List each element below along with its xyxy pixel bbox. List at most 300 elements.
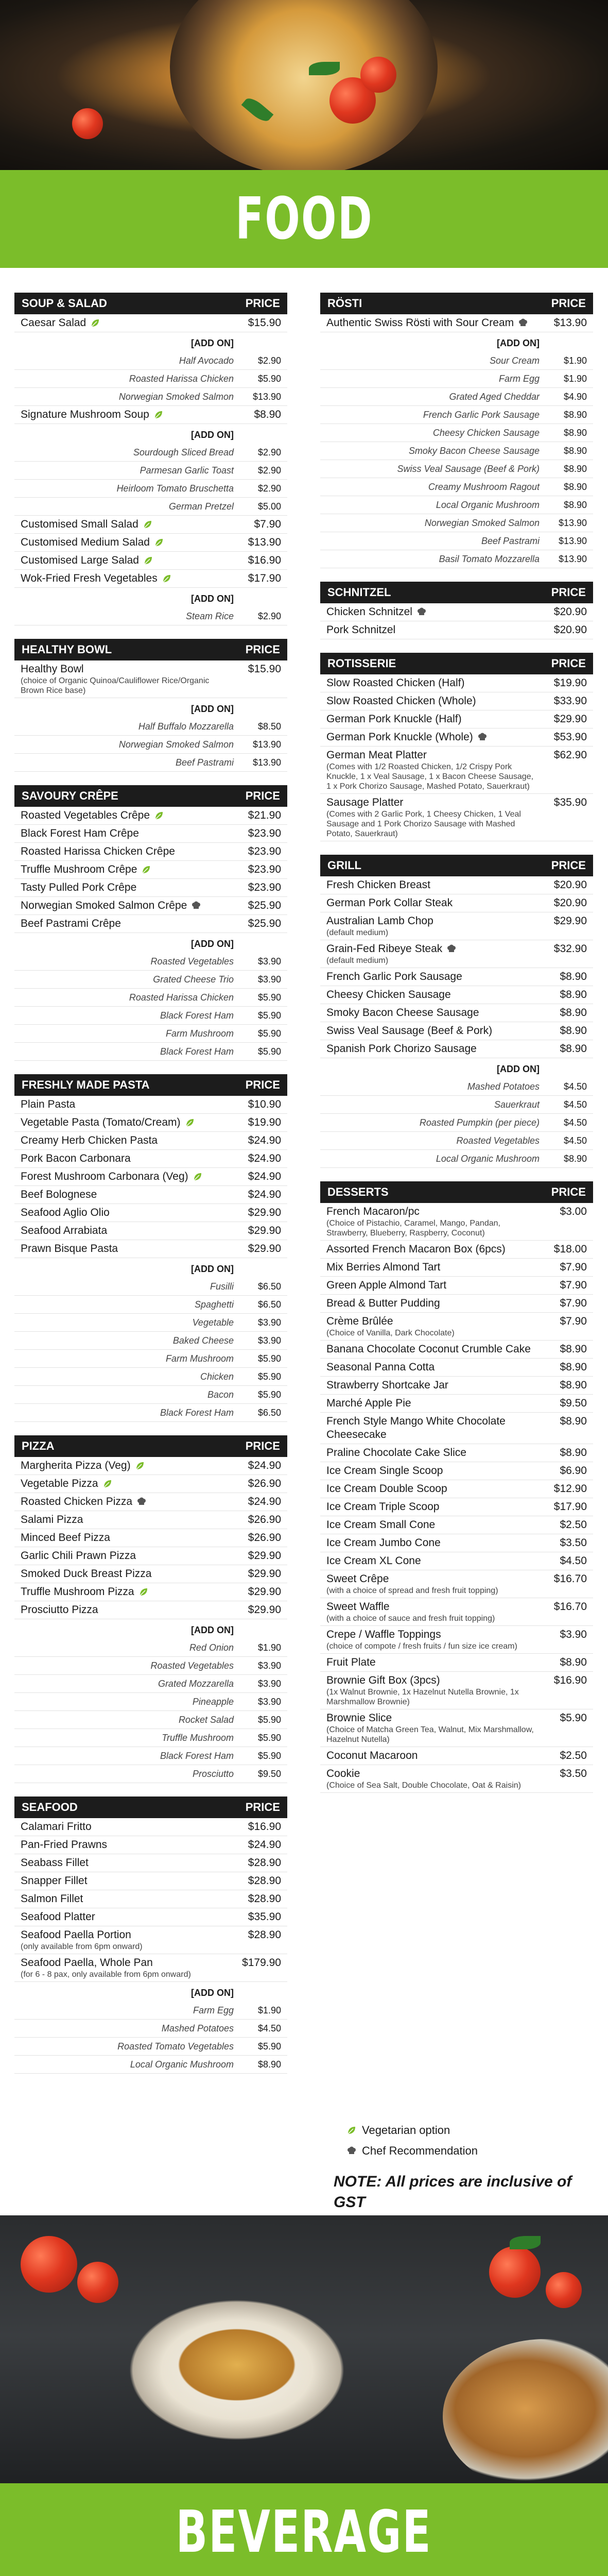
section-title: HEALTHY BOWL <box>22 643 112 656</box>
section-header <box>320 653 593 674</box>
item-note: (Choice of Matcha Green Tea, Walnut, Mix Marshmallow, Hazelnut Nutella) <box>326 1725 534 1744</box>
item-price: $2.90 <box>257 483 281 494</box>
item-price: $8.90 <box>560 1379 587 1391</box>
item-price: $8.90 <box>560 1656 587 1668</box>
add-on-item <box>14 1639 287 1657</box>
item-name: Parmesan Garlic Toast <box>140 465 234 476</box>
item-name: Grain-Fed Ribeye Steak <box>326 943 443 955</box>
item-price: $5.00 <box>257 501 281 512</box>
item-name: Spaghetti <box>194 1299 234 1310</box>
menu-item <box>320 692 593 710</box>
item-name-cell <box>326 1116 546 1129</box>
item-price: $35.90 <box>248 1911 281 1923</box>
item-name-cell <box>21 1585 240 1599</box>
item-name: Swiss Veal Sausage (Beef & Pork) <box>326 1025 493 1037</box>
menu-item <box>320 876 593 894</box>
item-name: Grated Cheese Trio <box>153 974 234 985</box>
item-name: Black Forest Ham <box>160 1408 234 1418</box>
food-hero-photo <box>0 0 608 170</box>
beverage-hero-photo <box>0 2215 608 2483</box>
add-on-item <box>320 406 593 424</box>
item-price: $29.90 <box>553 915 587 927</box>
item-price: $3.90 <box>257 1660 281 1671</box>
item-name: Assorted French Macaron Box (6pcs) <box>326 1243 506 1255</box>
item-price: $8.90 <box>257 2059 281 2070</box>
item-name-cell <box>21 390 240 403</box>
item-name-cell <box>326 731 546 744</box>
add-on-label: [ADD ON] <box>191 594 234 604</box>
item-name-cell <box>21 917 240 930</box>
item-price: $24.90 <box>248 1460 281 1471</box>
menu-item <box>14 1565 287 1583</box>
item-price: $6.50 <box>257 1281 281 1292</box>
leaf-icon <box>193 1172 203 1182</box>
item-name: Roasted Harissa Chicken <box>129 992 234 1003</box>
item-name: Swiss Veal Sausage (Beef & Pork) <box>397 464 540 474</box>
menu-item <box>14 534 287 552</box>
section-title: SEAFOOD <box>22 1801 78 1814</box>
item-name-cell <box>21 1749 240 1762</box>
item-price: $13.90 <box>252 757 281 768</box>
item-name-cell <box>326 988 546 1002</box>
menu-section <box>320 582 593 639</box>
menu-item <box>14 570 287 588</box>
item-name: French Garlic Pork Sausage <box>423 410 540 420</box>
menu-item <box>320 794 593 841</box>
menu-item <box>320 747 593 794</box>
menu-section <box>320 653 593 841</box>
item-name-cell <box>326 1415 546 1442</box>
add-on-item <box>14 1025 287 1043</box>
item-price: $29.90 <box>248 1568 281 1580</box>
item-name-cell <box>326 1261 546 1274</box>
item-name-cell <box>21 1206 240 1219</box>
item-name: Beef Bolognese <box>21 1189 97 1200</box>
item-note: (with a choice of spread and fresh fruit topping) <box>326 1586 498 1595</box>
add-on-item <box>320 442 593 460</box>
item-name: Smoky Bacon Cheese Sausage <box>408 446 540 456</box>
item-name: Seafood Arrabiata <box>21 1225 108 1236</box>
leaf-icon <box>90 318 100 328</box>
item-price: $28.90 <box>248 1875 281 1887</box>
add-on-item <box>320 496 593 514</box>
menu-item <box>320 986 593 1004</box>
menu-item <box>14 1529 287 1547</box>
item-name: Ice Cream Double Scoop <box>326 1483 447 1495</box>
item-name: Sourdough Sliced Bread <box>133 447 234 457</box>
item-name: Roasted Vegetables <box>150 956 234 967</box>
add-on-item <box>320 1132 593 1150</box>
item-price: $5.90 <box>257 1715 281 1725</box>
add-on-item <box>14 1314 287 1332</box>
menu-item <box>320 710 593 728</box>
item-name: Prosciutto <box>192 1769 234 1779</box>
item-note: (for 6 - 8 pax, only available from 6pm onward) <box>21 1970 191 1979</box>
item-name-cell <box>21 1116 240 1129</box>
price-column-label: PRICE <box>551 297 586 310</box>
food-left-column <box>14 293 287 2087</box>
item-price: $28.90 <box>248 1857 281 1869</box>
item-name: Salami Pizza <box>21 1514 83 1526</box>
item-price: $13.90 <box>248 536 281 548</box>
legend-chef-label: Chef Recommendation <box>362 2144 478 2157</box>
add-on-heading <box>14 332 287 352</box>
item-name: Farm Mushroom <box>165 1353 234 1364</box>
item-name-cell <box>326 1464 546 1478</box>
item-name-cell <box>21 1910 240 1924</box>
tomato-image <box>72 108 103 139</box>
item-name-cell <box>21 1677 240 1690</box>
item-price: $23.90 <box>248 845 281 857</box>
leaf-icon <box>185 1117 195 1128</box>
menu-section <box>14 293 287 625</box>
item-name-cell <box>326 1518 546 1532</box>
section-header <box>320 1181 593 1203</box>
leaf-icon <box>143 555 153 566</box>
item-price: $32.90 <box>553 943 587 955</box>
item-price: $8.90 <box>560 1043 587 1055</box>
item-name-cell <box>21 1567 240 1581</box>
leaf-icon <box>141 865 151 875</box>
item-price: $25.90 <box>248 900 281 911</box>
item-name: Roasted Chicken Pizza <box>21 1496 133 1507</box>
item-name: Salmon Fillet <box>21 1893 83 1905</box>
item-price: $19.90 <box>553 677 587 689</box>
chef-hat-icon <box>416 607 427 617</box>
item-name: Steam Rice <box>185 611 234 621</box>
item-name: Roasted Tomato Vegetables <box>117 2041 234 2052</box>
item-price: $20.90 <box>553 879 587 891</box>
item-name-cell <box>326 1500 546 1514</box>
item-name-cell <box>326 1315 546 1338</box>
item-name-cell <box>326 896 546 910</box>
item-note: (Choice of Vanilla, Dark Chocolate) <box>326 1329 455 1337</box>
item-name-cell <box>21 881 240 894</box>
chef-hat-icon <box>477 732 488 742</box>
price-column-label: PRICE <box>551 1185 586 1198</box>
item-name-cell <box>21 863 240 876</box>
item-price: $9.50 <box>560 1397 587 1409</box>
item-name-cell <box>21 809 240 822</box>
item-name: German Pork Knuckle (Half) <box>326 713 462 725</box>
food-image <box>170 2324 304 2406</box>
add-on-item <box>14 1657 287 1675</box>
item-name-cell <box>21 2058 240 2071</box>
item-name: Prosciutto Pizza <box>21 1604 98 1616</box>
item-price: $13.90 <box>558 554 587 564</box>
add-on-item <box>14 754 287 772</box>
item-name-cell <box>21 1459 240 1472</box>
item-name-cell <box>326 878 546 892</box>
item-name-cell <box>21 518 240 531</box>
item-name: Mashed Potatoes <box>467 1081 540 1092</box>
item-price: $1.90 <box>257 2005 281 2015</box>
item-name-cell <box>326 444 546 457</box>
item-name-cell <box>21 1641 240 1654</box>
menu-item <box>320 1516 593 1534</box>
price-column-label: PRICE <box>245 297 280 310</box>
item-name: Smoked Duck Breast Pizza <box>21 1568 152 1580</box>
item-name-cell <box>21 1280 240 1293</box>
price-column-label: PRICE <box>551 859 586 872</box>
item-name: Half Buffalo Mozzarella <box>138 721 234 732</box>
item-name-cell <box>21 991 240 1004</box>
item-name-cell <box>326 552 546 566</box>
item-price: $5.90 <box>257 374 281 384</box>
menu-item <box>320 940 593 968</box>
section-title: SOUP & SALAD <box>22 297 107 310</box>
item-name-cell <box>326 1656 546 1669</box>
item-name: Ice Cream Single Scoop <box>326 1465 443 1477</box>
add-on-label: [ADD ON] <box>497 338 540 348</box>
item-name-cell <box>326 1243 546 1256</box>
beverage-title: BEVERAGE <box>176 2499 432 2566</box>
item-price: $3.90 <box>257 1317 281 1328</box>
item-price: $3.90 <box>257 1335 281 1346</box>
item-price: $7.90 <box>560 1279 587 1291</box>
item-name-cell <box>21 1352 240 1365</box>
item-note: (Choice of Sea Salt, Double Chocolate, Oat & Raisin) <box>326 1781 521 1790</box>
item-name-cell <box>326 516 546 530</box>
item-name-cell <box>326 498 546 512</box>
item-name: Local Organic Mushroom <box>130 2059 234 2070</box>
menu-section <box>14 785 287 1061</box>
item-price: $3.90 <box>257 1679 281 1689</box>
item-name-cell <box>21 1549 240 1563</box>
item-name-cell <box>21 1713 240 1726</box>
item-price: $23.90 <box>248 863 281 875</box>
menu-item <box>320 1295 593 1313</box>
food-banner <box>0 170 608 268</box>
item-name: Fusilli <box>210 1281 234 1292</box>
item-name: Customised Small Salad <box>21 518 138 530</box>
section-title: RÖSTI <box>327 297 362 310</box>
item-price: $5.90 <box>257 1028 281 1039</box>
item-name: Pork Schnitzel <box>326 624 396 636</box>
item-name: Beef Pastrami Crêpe <box>21 918 121 929</box>
section-header <box>14 1074 287 1096</box>
item-price: $13.90 <box>558 536 587 546</box>
tomato-image <box>546 2272 582 2308</box>
item-name: Australian Lamb Chop <box>326 915 433 927</box>
item-name: Sweet Crêpe <box>326 1573 389 1585</box>
item-name-cell <box>326 749 546 791</box>
item-name: Spanish Pork Chorizo Sausage <box>326 1043 477 1055</box>
add-on-item <box>320 424 593 442</box>
item-name: French Style Mango White Chocolate Cheesecake <box>326 1415 506 1440</box>
menu-item <box>14 1836 287 1854</box>
section-header <box>320 293 593 314</box>
item-price: $3.50 <box>560 1537 587 1549</box>
item-name-cell <box>21 1152 240 1165</box>
item-price: $3.90 <box>257 974 281 985</box>
section-title: SCHNITZEL <box>327 586 391 599</box>
item-price: $3.90 <box>257 1697 281 1707</box>
menu-section <box>14 1074 287 1422</box>
item-name-cell <box>326 1152 546 1165</box>
item-name: Sour Cream <box>489 355 540 366</box>
item-name-cell <box>21 408 240 421</box>
item-name-cell <box>21 1531 240 1545</box>
add-on-item <box>320 1096 593 1114</box>
item-name: Creamy Herb Chicken Pasta <box>21 1134 158 1146</box>
item-name-cell <box>326 354 546 367</box>
item-name: Grated Mozzarella <box>158 1679 234 1689</box>
item-name-cell <box>21 1406 240 1419</box>
add-on-item <box>14 1043 287 1061</box>
item-name: Signature Mushroom Soup <box>21 409 149 420</box>
menu-item <box>320 1395 593 1413</box>
item-note: (with a choice of sauce and fresh fruit topping) <box>326 1614 495 1623</box>
menu-item <box>320 1359 593 1377</box>
item-name: Smoky Bacon Cheese Sausage <box>326 1007 479 1019</box>
menu-section <box>320 293 593 568</box>
item-name: Black Forest Ham <box>160 1046 234 1057</box>
item-name-cell <box>21 1224 240 1238</box>
section-title: PIZZA <box>22 1439 55 1452</box>
menu-item <box>14 1511 287 1529</box>
item-note: (default medium) <box>326 928 389 937</box>
menu-item <box>14 1150 287 1168</box>
add-on-heading <box>320 1058 593 1078</box>
item-name: Truffle Mushroom Pizza <box>21 1586 134 1598</box>
item-price: $5.90 <box>257 1046 281 1057</box>
item-price: $16.70 <box>553 1573 587 1585</box>
chef-hat-icon <box>446 944 457 954</box>
item-name: Norwegian Smoked Salmon Crêpe <box>21 900 187 911</box>
item-name: Brownie Gift Box (3pcs) <box>326 1674 440 1686</box>
menu-item <box>14 1854 287 1872</box>
item-name: Rocket Salad <box>178 1715 234 1725</box>
item-name: Margherita Pizza (Veg) <box>21 1460 131 1471</box>
item-name-cell <box>21 1242 240 1256</box>
item-name: Praline Chocolate Cake Slice <box>326 1447 466 1459</box>
item-name-cell <box>21 973 240 986</box>
item-price: $3.00 <box>560 1206 587 1217</box>
item-name-cell <box>326 426 546 439</box>
menu-item <box>14 1926 287 1954</box>
item-name: Marché Apple Pie <box>326 1397 411 1409</box>
item-name: Seafood Paella, Whole Pan <box>21 1957 153 1969</box>
add-on-item <box>14 1368 287 1386</box>
item-name-cell <box>326 1749 546 1762</box>
menu-item <box>14 825 287 843</box>
item-price: $3.90 <box>257 956 281 967</box>
add-on-item <box>14 1729 287 1747</box>
item-name-cell <box>326 1361 546 1374</box>
item-name: Plain Pasta <box>21 1098 76 1110</box>
item-name-cell <box>21 1027 240 1040</box>
item-price: $2.50 <box>560 1750 587 1761</box>
leaf-icon <box>143 519 153 530</box>
beverage-banner <box>0 2483 608 2576</box>
item-name: Roasted Pumpkin (per piece) <box>419 1117 540 1128</box>
add-on-item <box>14 388 287 406</box>
item-name-cell <box>21 1098 240 1111</box>
menu-item <box>14 1890 287 1908</box>
item-name-cell <box>21 500 240 513</box>
menu-item <box>320 728 593 747</box>
item-price: $4.50 <box>560 1555 587 1567</box>
item-price: $10.90 <box>248 1098 281 1110</box>
item-price: $24.90 <box>248 1839 281 1851</box>
item-name: Banana Chocolate Coconut Crumble Cake <box>326 1343 531 1355</box>
legend-veg <box>342 2124 450 2137</box>
add-on-item <box>14 1693 287 1711</box>
item-price: $29.90 <box>248 1225 281 1236</box>
item-name-cell <box>326 796 546 839</box>
add-on-item <box>320 352 593 370</box>
item-name: Local Organic Mushroom <box>436 500 540 510</box>
item-name: Ice Cream Triple Scoop <box>326 1501 440 1513</box>
item-name-cell <box>21 1188 240 1201</box>
item-price: $6.90 <box>560 1465 587 1477</box>
menu-item <box>14 1204 287 1222</box>
item-name: Cookie <box>326 1768 360 1780</box>
item-price: $8.90 <box>560 1361 587 1373</box>
add-on-item <box>14 953 287 971</box>
add-on-item <box>14 1675 287 1693</box>
item-price: $16.90 <box>248 1821 281 1833</box>
price-column-label: PRICE <box>245 1078 280 1091</box>
item-name: Beef Pastrami <box>481 536 540 546</box>
item-name-cell <box>326 1628 546 1651</box>
item-name-cell <box>21 1874 240 1888</box>
menu-item <box>320 603 593 621</box>
item-note: (Comes with 2 Garlic Pork, 1 Cheesy Chicken, 1 Veal Sausage and 1 Pork Chorizo Sausage with Mashed Potato, Sauerkraut) <box>326 810 521 838</box>
item-name-cell <box>21 1388 240 1401</box>
item-name-cell <box>21 1928 240 1952</box>
item-price: $8.90 <box>560 1343 587 1355</box>
item-price: $20.90 <box>553 897 587 909</box>
add-on-item <box>14 971 287 989</box>
item-price: $8.50 <box>257 721 281 732</box>
add-on-heading <box>320 332 593 352</box>
item-price: $24.90 <box>248 1496 281 1507</box>
add-on-item <box>320 460 593 478</box>
item-name-cell <box>21 354 240 367</box>
menu-item <box>320 1709 593 1747</box>
item-name: Brownie Slice <box>326 1712 392 1724</box>
menu-section <box>320 1181 593 1793</box>
item-note: (choice of compote / fresh fruits / fun size ice cream) <box>326 1642 517 1651</box>
item-name: Vegetable Pasta (Tomato/Cream) <box>21 1116 181 1128</box>
add-on-item <box>14 370 287 388</box>
menu-item <box>14 1240 287 1258</box>
item-name: Seabass Fillet <box>21 1857 89 1869</box>
item-price: $21.90 <box>248 809 281 821</box>
item-name-cell <box>326 462 546 476</box>
item-name-cell <box>326 605 546 619</box>
item-name: Norwegian Smoked Salmon <box>118 392 234 402</box>
item-price: $29.90 <box>248 1243 281 1255</box>
item-price: $24.90 <box>248 1189 281 1200</box>
item-name-cell <box>326 1279 546 1292</box>
item-price: $24.90 <box>248 1134 281 1146</box>
item-name: Crème Brûlée <box>326 1315 393 1327</box>
add-on-label: [ADD ON] <box>191 1625 234 1635</box>
item-price: $15.90 <box>248 317 281 329</box>
item-price: $5.90 <box>257 1371 281 1382</box>
item-price: $2.90 <box>257 447 281 457</box>
item-name-cell <box>21 756 240 769</box>
item-price: $4.50 <box>257 2023 281 2033</box>
menu-item <box>14 807 287 825</box>
add-on-item <box>14 462 287 480</box>
item-price: $6.50 <box>257 1299 281 1310</box>
menu-item <box>320 1277 593 1295</box>
add-on-item <box>320 370 593 388</box>
